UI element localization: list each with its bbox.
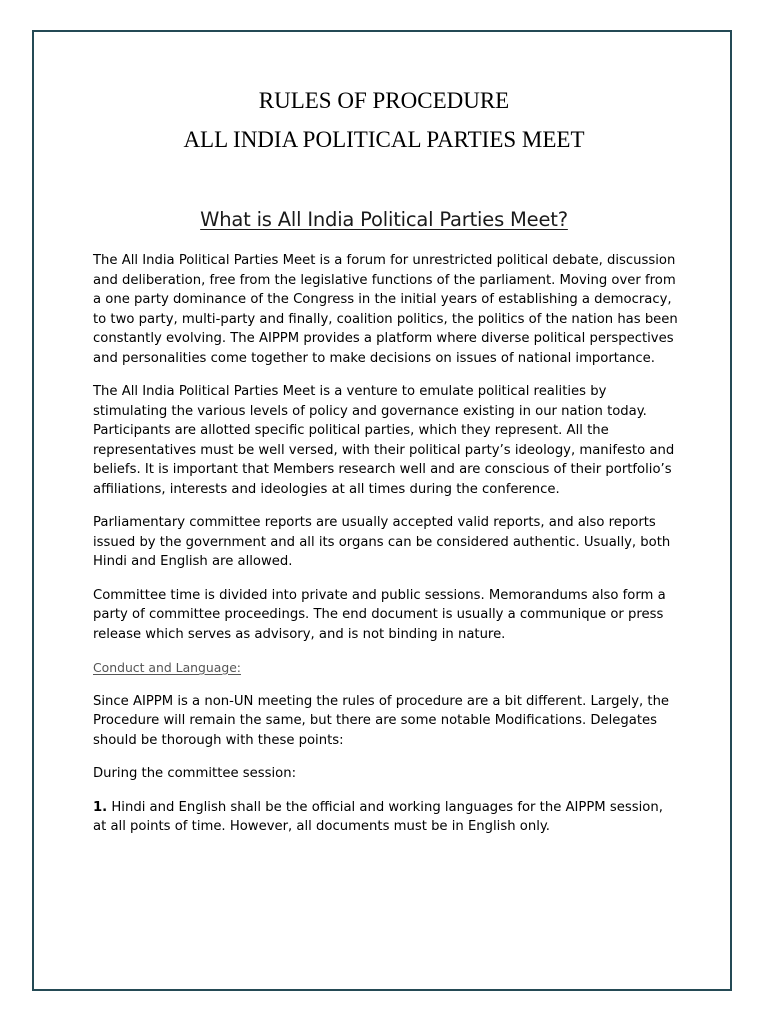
paragraph: Parliamentary committee reports are usually accepted valid reports, and also reports issued by the government and all its organs can be considered authentic. Usually, both Hindi and English are allowed.: [93, 515, 671, 569]
paragraph: The All India Political Parties Meet is a venture to emulate political realities by stimulating the various levels of policy and governance existing in our nation today. Participants are allotted specific political parties, which they represent. All the representatives must be well versed, with their political party’s ideology, manifesto and beliefs. It is important that Members research well and are conscious of their portfolio’s affiliations, interests and ideologies at all times during the conference.: [93, 384, 675, 497]
numbered-item: [93, 798, 678, 837]
document-body: [93, 251, 678, 851]
paragraph: During the committee session:: [93, 766, 297, 781]
document-title-line-2: ALL INDIA POLITICAL PARTIES MEET: [183, 127, 585, 152]
paragraph: The All India Political Parties Meet is a forum for unrestricted political debate, discussion and deliberation, free from the legislative functions of the parliament. Moving over from a one party dominance of the Congress in the initial years of establishing a democracy, to two party, multi-party and finally, coalition politics, the politics of the nation has been constantly evolving. The AIPPM provides a platform where diverse political perspectives and personalities come together to make decisions on issues of national importance.: [93, 253, 678, 366]
item-text: Hindi and English shall be the official and working languages for the AIPPM session, at all points of time. However, all documents must be in English only.: [93, 799, 663, 834]
paragraph: Committee time is divided into private and public sessions. Memorandums also form a party of committee proceedings. The end document is usually a communique or press release which serves as advisory, and is not binding in nature.: [93, 587, 666, 642]
document-title-line-1: RULES OF PROCEDURE: [258, 88, 510, 113]
subheading-conduct-language: Conduct and Language:: [93, 660, 241, 675]
item-number: 1.: [93, 799, 108, 815]
paragraph: Since AIPPM is a non-UN meeting the rules of procedure are a bit different. Largely, the Procedure will remain the same, but there are some notable Modifications. Delegates should be thorough with these points:: [93, 693, 670, 748]
section-heading: What is All India Political Parties Meet?: [200, 208, 568, 231]
